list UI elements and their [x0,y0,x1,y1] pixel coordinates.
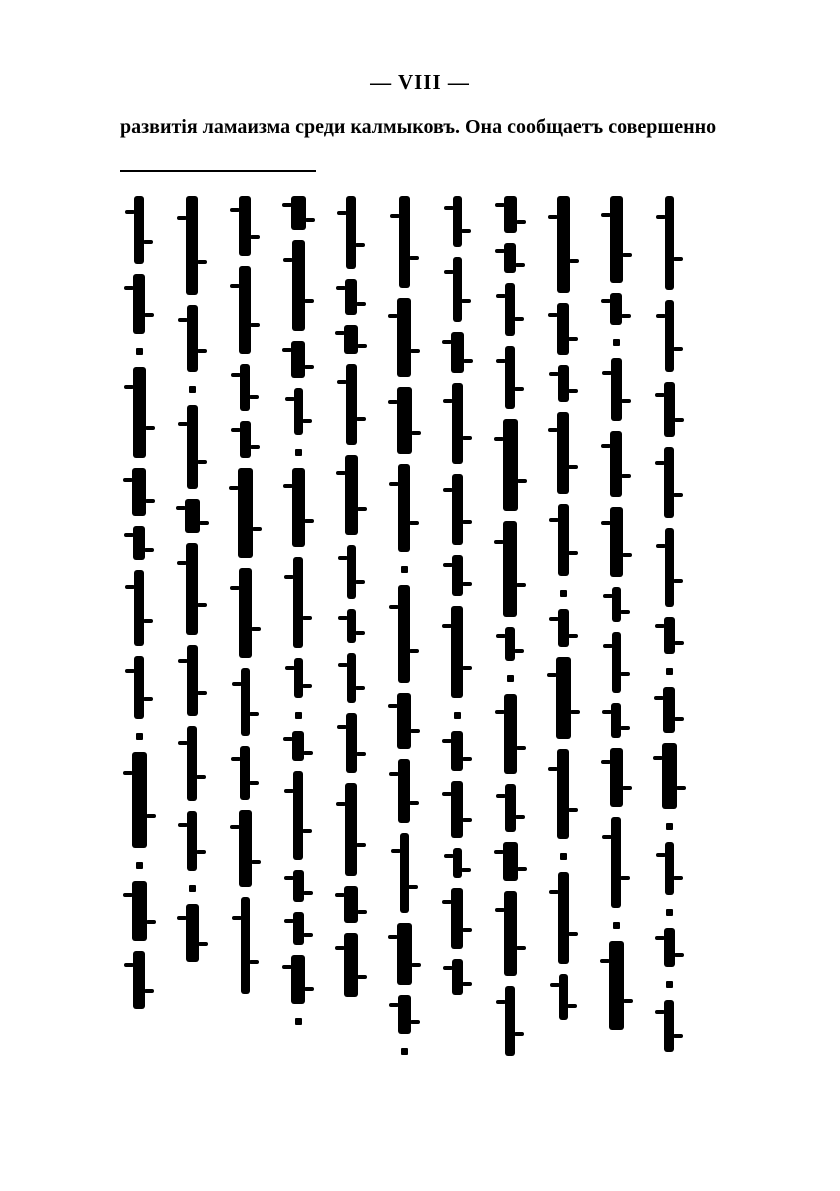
script-word [400,833,409,913]
punctuation-mark [666,981,673,988]
punctuation-mark [666,909,673,916]
script-word [291,955,305,1004]
script-word [399,196,410,288]
script-word [665,300,674,372]
script-word [610,196,623,283]
script-word [347,653,356,703]
script-word [132,752,147,848]
script-word [609,941,624,1030]
script-word [556,657,571,739]
script-word [558,504,569,576]
script-word [134,196,144,264]
script-word [397,387,412,454]
page-number: — VIII — [370,70,470,94]
script-word [663,687,675,733]
script-word [346,196,356,269]
script-word [612,587,621,622]
script-word [505,346,515,409]
script-word [239,266,251,354]
punctuation-mark [454,712,461,719]
punctuation-mark [613,922,620,929]
script-word [504,694,517,774]
punctuation-mark [560,590,567,597]
script-word [451,332,464,373]
punctuation-mark [560,853,567,860]
punctuation-mark [136,862,143,869]
script-word [504,196,517,233]
script-word [187,726,197,801]
punctuation-mark [136,348,143,355]
script-column [491,196,529,1076]
punctuation-mark [507,675,514,682]
script-word [185,499,200,533]
script-word [610,748,623,807]
script-word [453,196,462,247]
script-word [557,196,570,293]
script-word [665,196,674,290]
script-word [293,771,303,860]
script-word [293,912,304,945]
script-word [453,257,462,322]
script-word [452,555,463,596]
script-word [503,842,518,881]
punctuation-mark [295,1018,302,1025]
script-word [345,783,357,876]
script-word [239,810,252,887]
script-word [133,526,145,560]
script-word [451,731,463,771]
script-column [544,196,582,1076]
script-word [664,617,675,654]
script-word [503,419,518,511]
script-word [294,388,303,435]
punctuation-mark [666,823,673,830]
script-word [397,298,411,377]
script-word [134,570,144,646]
punctuation-mark [295,449,302,456]
script-word [240,421,251,458]
punctuation-mark [613,339,620,346]
script-word [398,585,410,683]
punctuation-mark [666,668,673,675]
punctuation-mark [295,712,302,719]
script-column [173,196,211,1076]
script-word [665,842,674,895]
script-column [597,196,635,1076]
script-word [505,986,515,1056]
script-word [611,703,621,738]
script-word [132,881,147,941]
script-word [452,383,463,464]
script-column [279,196,317,1076]
script-word [292,731,304,761]
script-column [120,196,158,1076]
script-word [558,872,569,964]
punctuation-mark [189,885,196,892]
script-word [664,928,675,967]
script-word [238,468,253,558]
script-word [558,365,569,402]
script-word [133,367,146,458]
script-word [664,1000,674,1052]
script-word [504,891,517,976]
script-column [438,196,476,1076]
punctuation-mark [189,386,196,393]
script-word [505,784,516,832]
script-word [344,933,358,997]
script-word [610,293,622,325]
script-word [346,364,357,445]
script-word [451,781,463,838]
script-word [397,693,411,749]
script-word [240,364,250,411]
script-word [451,606,463,698]
script-word [186,196,198,295]
script-word [291,196,306,230]
script-word [292,240,305,331]
script-word [293,870,304,902]
script-word [345,455,358,535]
script-word [610,431,622,497]
script-word [291,341,305,378]
script-word [664,447,674,518]
script-word [187,645,198,716]
script-word [187,405,198,489]
script-column [332,196,370,1076]
script-word [453,848,462,878]
script-word [344,886,358,923]
script-word [397,923,412,985]
script-word [133,274,145,334]
script-word [505,627,515,661]
punctuation-mark [401,1048,408,1055]
script-word [294,658,303,698]
script-word [558,609,569,647]
script-word [293,557,303,648]
script-word [398,759,410,823]
script-word [451,888,463,949]
script-column [385,196,423,1076]
script-word [132,468,146,516]
script-word [134,656,144,719]
script-word [557,749,569,839]
punctuation-mark [136,733,143,740]
script-word [610,507,623,577]
script-word [662,743,677,809]
script-word [347,609,356,643]
script-word [186,543,198,635]
script-column [650,196,688,1076]
script-word [346,713,357,773]
vertical-script-block [110,196,710,1096]
script-word [133,951,145,1009]
script-word [503,521,517,617]
script-word [665,528,674,607]
script-word [344,325,358,354]
script-word [559,974,568,1020]
script-word [187,305,198,372]
script-word [292,468,305,547]
script-word [186,904,199,962]
script-word [241,897,250,994]
script-column [226,196,264,1076]
script-word [241,668,250,736]
script-word [664,382,675,437]
script-word [398,995,411,1034]
script-word [187,811,197,871]
russian-text-line: развитія ламаизма среди калмыковъ. Она сообщаетъ совершенно [120,116,717,138]
script-word [452,959,463,995]
script-word [611,358,622,421]
script-word [452,474,463,545]
script-word [505,283,515,336]
script-word [557,412,569,494]
separator-rule [120,170,316,172]
script-word [347,545,356,599]
script-word [611,817,621,908]
script-word [239,196,251,256]
script-word [240,746,250,800]
script-word [398,464,410,552]
script-word [345,279,357,315]
script-word [612,632,621,693]
punctuation-mark [401,566,408,573]
script-word [557,303,569,355]
script-word [504,243,516,273]
script-word [239,568,252,658]
